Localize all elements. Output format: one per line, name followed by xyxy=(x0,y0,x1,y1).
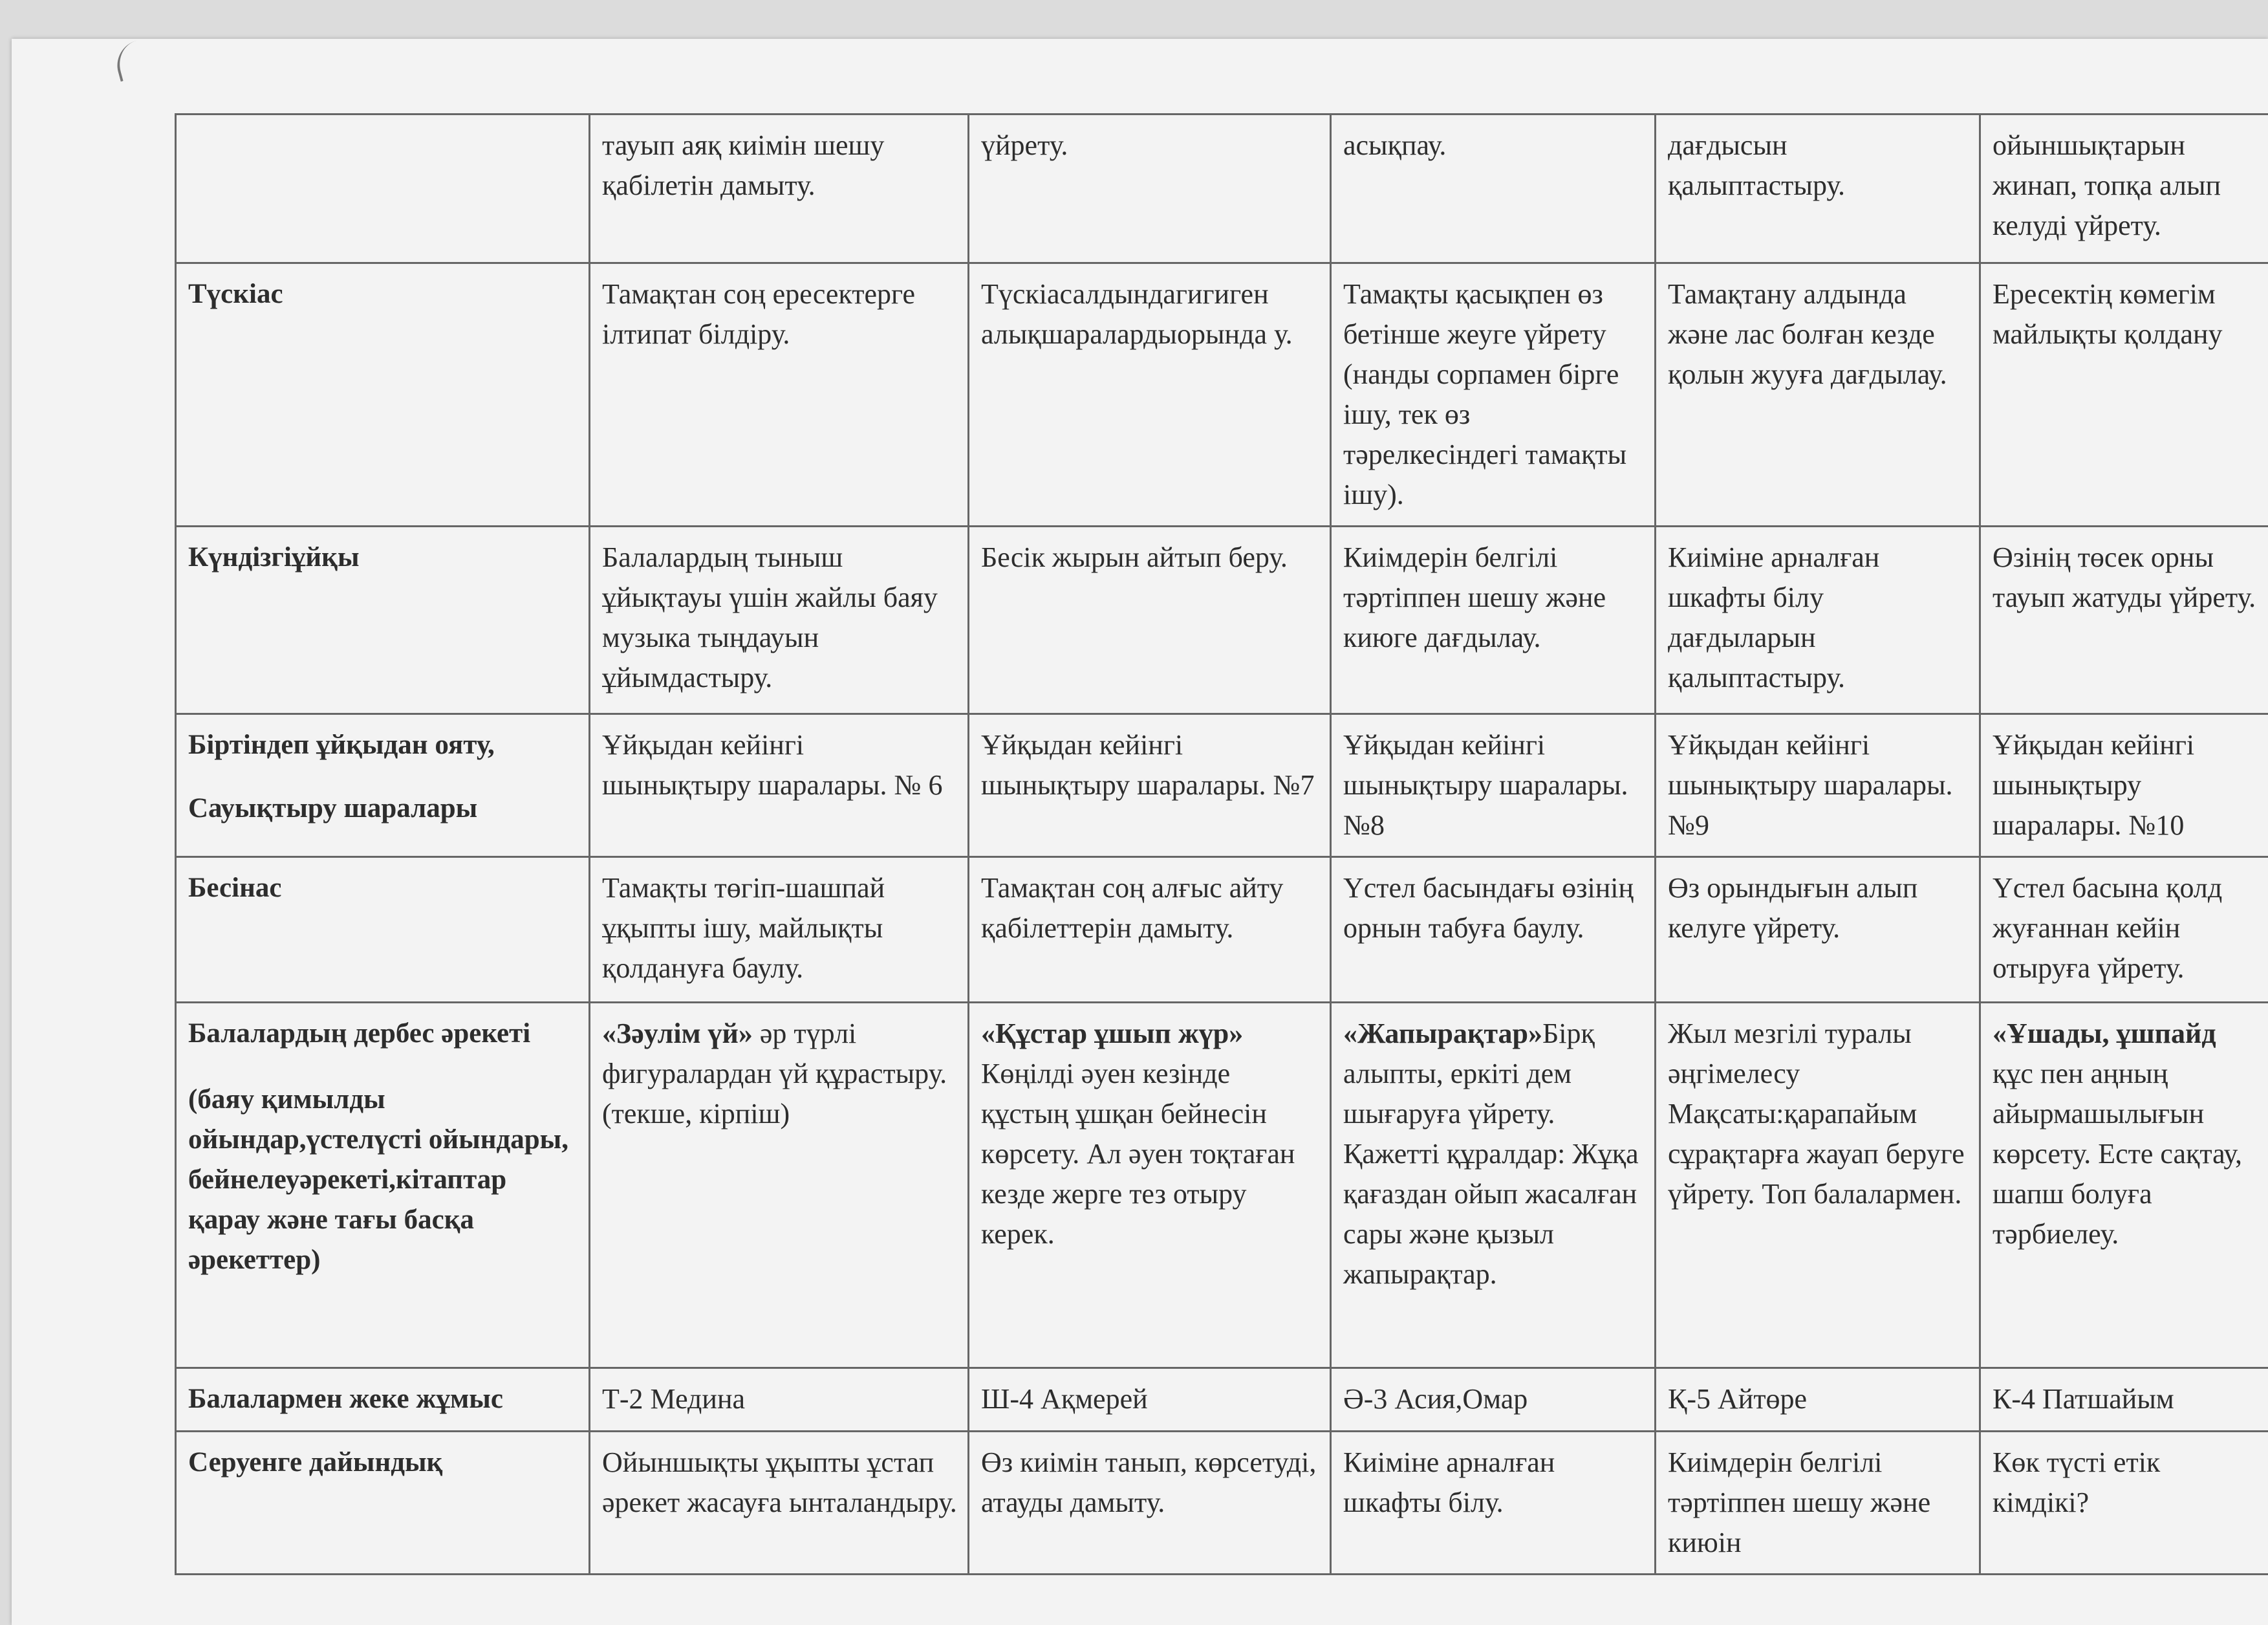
table-cell: Көк түсті етік кімдікі? xyxy=(1980,1432,2268,1575)
table-cell: Үстел басына қолд жуғаннан кейін отыруға үйрету. xyxy=(1980,857,2268,1003)
row-label xyxy=(176,115,590,263)
table-cell: К-4 Патшайым xyxy=(1980,1368,2268,1432)
table-cell: Ұйқыдан кейінгі шынықтыру шаралары. № 6 xyxy=(590,714,969,857)
table-cell: Үстел басындағы өзінің орнын табуға баулу. xyxy=(1331,857,1656,1003)
table-cell: Киіміне арналған шкафты білу дағдыларын қалыптастыру. xyxy=(1656,527,1980,714)
row-label-line1: Балалардың дербес әрекеті xyxy=(188,1018,531,1049)
table-row xyxy=(176,527,2268,714)
table-cell: Киіміне арналған шкафты білу. xyxy=(1331,1432,1656,1575)
table-row xyxy=(176,115,2268,263)
table-cell: Киімдерін белгілі тәртіппен шешу және киюін xyxy=(1656,1432,1980,1575)
table-cell xyxy=(590,1003,969,1368)
table-cell: Тамақтану алдында және лас болған кезде қолын жууға дағдылау. xyxy=(1656,263,1980,527)
table-cell: Т-2 Медина xyxy=(590,1368,969,1432)
pen-mark xyxy=(111,32,179,82)
table-row xyxy=(176,1003,2268,1368)
table-cell: Тамақты қасықпен өз бетінше жеуге үйрету (нанды сорпамен бірге ішу, тек өз тәрелкесіндегі тамақты ішу). xyxy=(1331,263,1656,527)
table-cell xyxy=(969,1003,1331,1368)
row-label xyxy=(176,714,590,857)
table-cell xyxy=(1656,1003,1980,1368)
table-row xyxy=(176,714,2268,857)
table-cell: Тамақтан соң ересектерге ілтипат білдіру. xyxy=(590,263,969,527)
row-label: Бесінас xyxy=(176,857,590,1003)
row-label-line2: Сауықтыру шаралары xyxy=(188,793,478,823)
game-description: әр түрлі фигуралардан үй құрастыру. (текше, кірпіш) xyxy=(602,1018,947,1129)
table-cell: Ересектің көмегім майлықты қолдану xyxy=(1980,263,2268,527)
table-cell: үйрету. xyxy=(969,115,1331,263)
row-label-line1: Біртіндеп ұйқыдан ояту, xyxy=(188,730,495,760)
table-cell xyxy=(1980,1003,2268,1368)
table-cell: Ә-3 Асия,Омар xyxy=(1331,1368,1656,1432)
game-title: «Жапырақтар» xyxy=(1343,1018,1542,1049)
table-row xyxy=(176,1368,2268,1432)
table-cell: Ойыншықты ұқыпты ұстап әрекет жасауға ынталандыру. xyxy=(590,1432,969,1575)
table-cell: Балалардың тыныш ұйықтауы үшін жайлы баяу музыка тыңдауын ұйымдастыру. xyxy=(590,527,969,714)
row-label-line2: (баяу қимылды ойындар,үстелүсті ойындары, бейнелеуәрекеті,кітаптар қарау және тағы басқа әрекеттер) xyxy=(188,1084,568,1275)
row-label xyxy=(176,1003,590,1368)
game-title: «Құстар ұшып жүр» xyxy=(981,1018,1244,1049)
table-cell: Қ-5 Айтөре xyxy=(1656,1368,1980,1432)
table-cell: Тамақты төгіп-шашпай ұқыпты ішу, майлықты қолдануға баулу. xyxy=(590,857,969,1003)
row-label: Түскіас xyxy=(176,263,590,527)
table-cell: Ұйқыдан кейінгі шынықтыру шаралары. №10 xyxy=(1980,714,2268,857)
table-row xyxy=(176,1432,2268,1575)
game-description: Жыл мезгілі туралы әңгімелесу Мақсаты:қарапайым сұрақтарға жауап беруге үйрету. Топ балалармен. xyxy=(1668,1018,1965,1210)
table-cell: Өз орындығын алып келуге үйрету. xyxy=(1656,857,1980,1003)
table-cell: асықпау. xyxy=(1331,115,1656,263)
daily-plan-table xyxy=(175,113,2268,1575)
table-cell: дағдысын қалыптастыру. xyxy=(1656,115,1980,263)
game-title: «Ұшады, ұшпайд xyxy=(1993,1018,2216,1049)
game-title: «Зәулім үй» xyxy=(602,1018,753,1049)
table-cell xyxy=(1331,1003,1656,1368)
game-description: құс пен аңның айырмашылығын көрсету. Есте сақтау, шапш болуға тәрбиелеу. xyxy=(1993,1058,2243,1250)
table-cell: Өз киімін танып, көрсетуді, атауды дамыту. xyxy=(969,1432,1331,1575)
row-label: Серуенге дайындық xyxy=(176,1432,590,1575)
table-cell: Ұйқыдан кейінгі шынықтыру шаралары. №7 xyxy=(969,714,1331,857)
table-cell: Ұйқыдан кейінгі шынықтыру шаралары. №9 xyxy=(1656,714,1980,857)
game-description: Бірқ алыпты, еркіті дем шығаруға үйрету. Қажетті құралдар: Жұқа қағаздан ойып жасалған сары және қызыл жапырақтар. xyxy=(1343,1018,1639,1290)
table-cell: Түскіасалдындагигиген алықшаралардыорында у. xyxy=(969,263,1331,527)
table-cell: Ұйқыдан кейінгі шынықтыру шаралары. №8 xyxy=(1331,714,1656,857)
game-description: Көңілді әуен кезінде құстың ұшқан бейнесін көрсету. Ал әуен тоқтаған кезде жерге тез отыру керек. xyxy=(981,1058,1295,1250)
table-cell: Ш-4 Ақмерей xyxy=(969,1368,1331,1432)
table-cell: Киімдерін белгілі тәртіппен шешу және киюге дағдылау. xyxy=(1331,527,1656,714)
row-label: Балалармен жеке жұмыс xyxy=(176,1368,590,1432)
table-cell: тауып аяқ киімін шешу қабілетін дамыту. xyxy=(590,115,969,263)
table-row xyxy=(176,263,2268,527)
table-cell: Өзінің төсек орны тауып жатуды үйрету. xyxy=(1980,527,2268,714)
table-cell: ойыншықтарын жинап, топқа алып келуді үйрету. xyxy=(1980,115,2268,263)
table-cell: Бесік жырын айтып беру. xyxy=(969,527,1331,714)
row-label: Күндізгіұйқы xyxy=(176,527,590,714)
table-cell: Тамақтан соң алғыс айту қабілеттерін дамыту. xyxy=(969,857,1331,1003)
table-row xyxy=(176,857,2268,1003)
